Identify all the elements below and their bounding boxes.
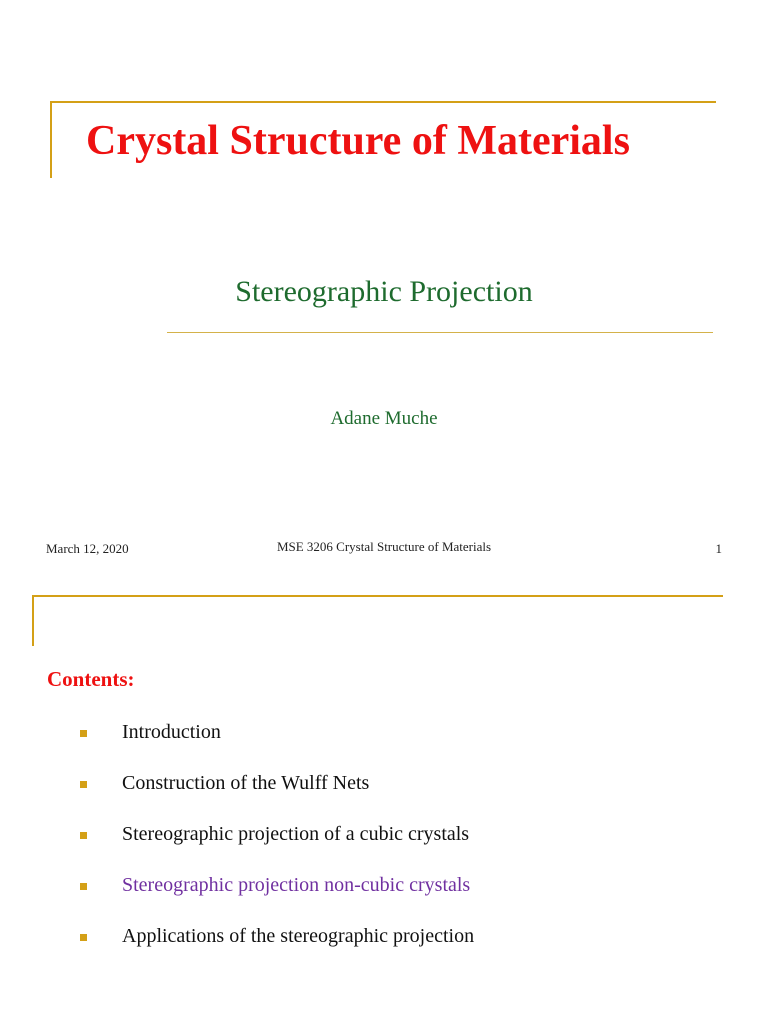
square-bullet-icon bbox=[80, 883, 87, 890]
author-name: Adane Muche bbox=[330, 408, 438, 429]
list-item bbox=[0, 771, 700, 822]
contents-heading: Contents: bbox=[47, 667, 135, 691]
contents-corner-left-rule bbox=[32, 595, 34, 646]
title-corner-top-rule bbox=[50, 101, 716, 103]
list-item-label: Introduction bbox=[122, 721, 221, 743]
title-corner-left-rule bbox=[50, 101, 52, 178]
slide-subtitle: Stereographic Projection bbox=[235, 275, 533, 308]
slide-title: Crystal Structure of Materials bbox=[86, 118, 630, 164]
list-item bbox=[0, 924, 700, 975]
list-item-label: Applications of the stereographic projection bbox=[122, 925, 475, 947]
footer-course: MSE 3206 Crystal Structure of Materials bbox=[276, 539, 492, 554]
contents-list bbox=[0, 720, 700, 975]
square-bullet-icon bbox=[80, 730, 87, 737]
footer-date: March 12, 2020 bbox=[46, 541, 129, 556]
list-item bbox=[0, 822, 700, 873]
square-bullet-icon bbox=[80, 832, 87, 839]
list-item bbox=[0, 720, 700, 771]
square-bullet-icon bbox=[80, 781, 87, 788]
square-bullet-icon bbox=[80, 934, 87, 941]
subtitle-underline bbox=[167, 332, 713, 333]
list-item bbox=[0, 873, 700, 924]
list-item-label: Stereographic projection of a cubic crystals bbox=[122, 823, 470, 845]
list-item-label: Construction of the Wulff Nets bbox=[122, 772, 370, 794]
contents-corner-top-rule bbox=[32, 595, 723, 597]
contents-slide bbox=[0, 580, 768, 1024]
footer-page-number: 1 bbox=[715, 541, 722, 556]
list-item-label: Stereographic projection non-cubic crystals bbox=[122, 874, 471, 896]
